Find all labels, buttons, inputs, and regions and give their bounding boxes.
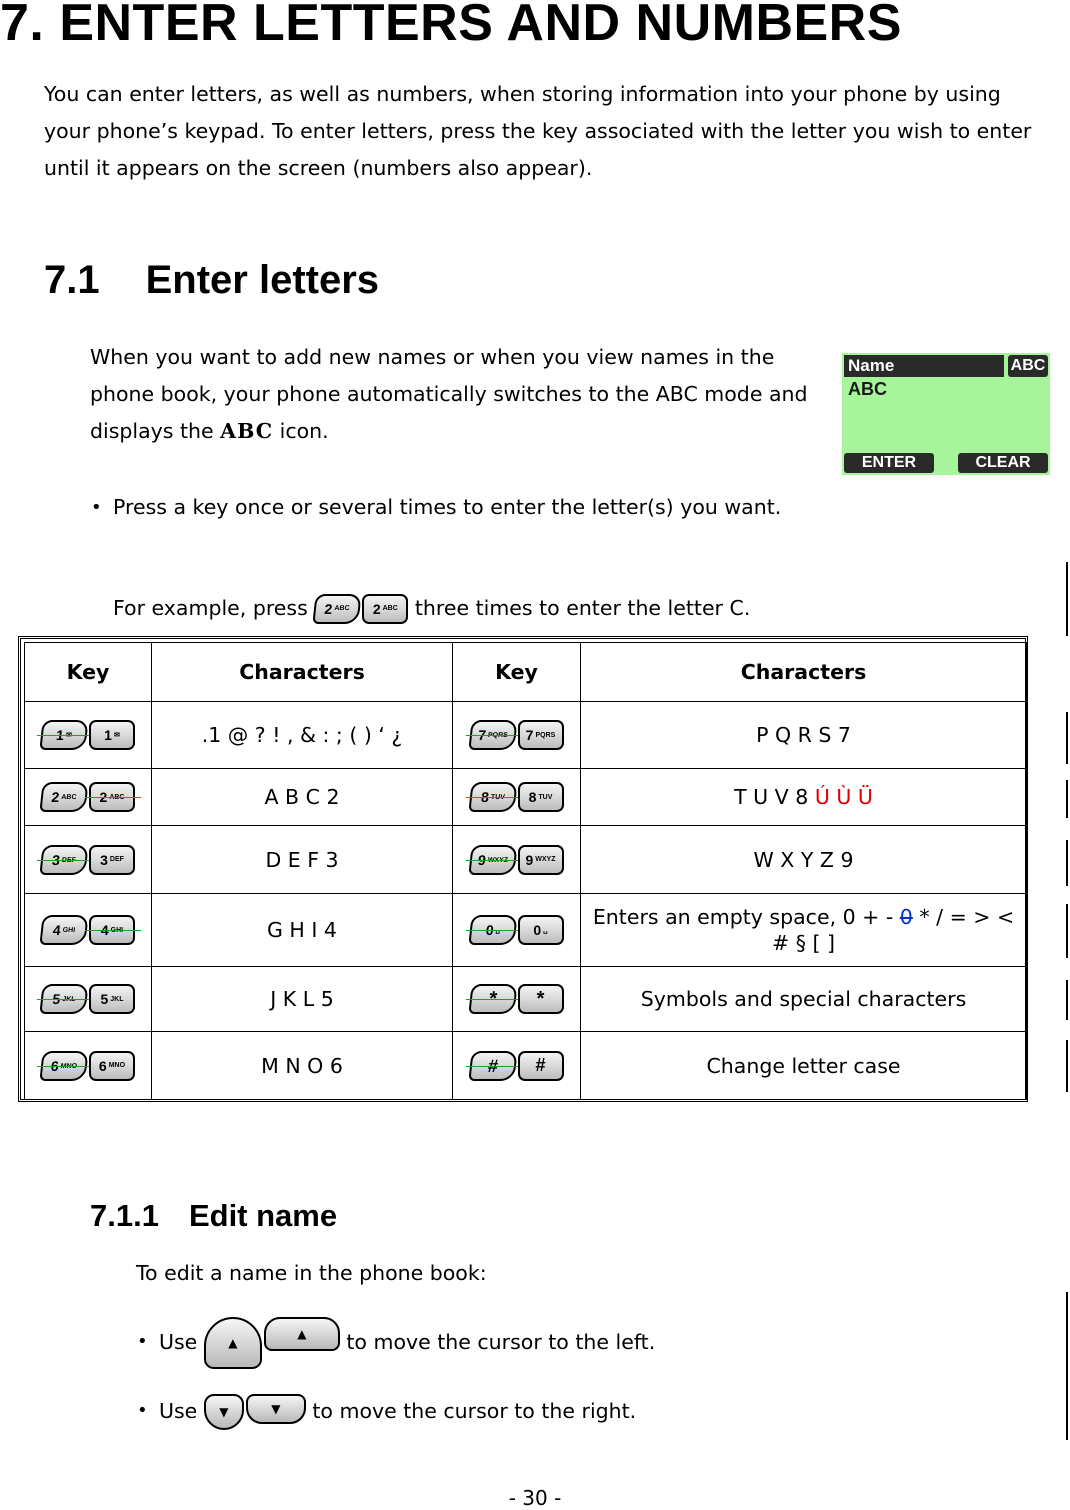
- change-bar: [1066, 562, 1068, 636]
- chars-key-hash: Change letter case: [581, 1032, 1027, 1100]
- key-0-icon: 0 ␣ 0 ␣: [453, 894, 581, 967]
- section-heading: [44, 258, 379, 303]
- key-7-icon: 7 PQRS 7 PQRS: [453, 702, 581, 769]
- key-9-icon: 9 WXYZ 9 WXYZ: [453, 826, 581, 894]
- chars-key-6: M N O 6: [152, 1032, 453, 1100]
- accented-characters: Ú Ù Ü: [814, 785, 873, 809]
- chars-key-star: Symbols and special characters: [581, 967, 1027, 1032]
- section-number: 7.1: [44, 258, 100, 302]
- down-arrow-key-icon: ▼ ▼: [204, 1394, 306, 1430]
- chars-key-5: J K L 5: [152, 967, 453, 1032]
- edit-name-intro: To edit a name in the phone book:: [136, 1261, 487, 1285]
- chars-key-3: D E F 3: [152, 826, 453, 894]
- change-bar: [1066, 780, 1068, 818]
- screen-title-bar: Name: [844, 355, 1004, 377]
- change-bar: [1066, 1040, 1068, 1092]
- header-key: Key: [25, 643, 152, 702]
- chars-key-9: W X Y Z 9: [581, 826, 1027, 894]
- key-8-icon: 8 TUV 8 TUV: [453, 769, 581, 826]
- up-arrow-key-icon: ▲ ▲: [204, 1317, 340, 1369]
- key-2-icon: 2 ABC 2 ABC: [25, 769, 152, 826]
- change-bar: [1066, 840, 1068, 886]
- key-4-icon: 4 GHI 4 GHI: [25, 894, 152, 967]
- key-characters-table: [18, 636, 1028, 1102]
- chars-key-8: T U V 8 Ú Ù Ü: [581, 769, 1027, 826]
- table-header-row: [25, 643, 1027, 702]
- bullet-move-right: • Use ▼ ▼ to move the cursor to the right.: [159, 1384, 636, 1438]
- abc-mode-icon: ABC: [220, 419, 274, 443]
- section-title: Enter letters: [145, 258, 380, 302]
- subsection-number: 7.1.1: [90, 1198, 159, 1233]
- header-characters-2: Characters: [581, 643, 1027, 702]
- chars-key-2: A B C 2: [152, 769, 453, 826]
- key-5-icon: 5 JKL 5 JKL: [25, 967, 152, 1032]
- table-row: [25, 769, 1027, 826]
- table-row: [25, 894, 1027, 967]
- screen-entry-text: ABC: [848, 379, 887, 399]
- key-1-icon: 1 ✉ 1 ✉: [25, 702, 152, 769]
- subsection-heading: [90, 1198, 337, 1234]
- chars-key-0: Enters an empty space, 0 + - 0 * / = > < # § [ ]: [581, 894, 1027, 967]
- screen-mode-indicator: ABC: [1008, 355, 1048, 377]
- bullet-press-key: • Press a key once or several times to enter the letter(s) you want.: [113, 489, 813, 526]
- bullet-move-left: • Use ▲ ▲ to move the cursor to the left.: [159, 1300, 655, 1384]
- abc-mode-paragraph: When you want to add new names or when you view names in the phone book, your phone automatically switches to the ABC mode and displays the ABC icon.: [90, 345, 808, 443]
- page-heading: 7. ENTER LETTERS AND NUMBERS: [0, 0, 902, 52]
- change-bar: [1066, 904, 1068, 958]
- table-row: [25, 826, 1027, 894]
- change-bar: [1066, 980, 1068, 1020]
- header-key-2: Key: [453, 643, 581, 702]
- key-star-icon: * *: [453, 967, 581, 1032]
- clear-softkey: CLEAR: [958, 453, 1048, 473]
- chars-key-7: P Q R S 7: [581, 702, 1027, 769]
- phone-screen-image: [842, 353, 1050, 475]
- header-characters: Characters: [152, 643, 453, 702]
- key-2-icon: 2 ABC 2 ABC: [314, 594, 408, 624]
- key-6-icon: 6 MNO 6 MNO: [25, 1032, 152, 1100]
- intro-paragraph: You can enter letters, as well as numbers, when storing information into your phone by using your phone’s keypad. To enter letters, press the key associated with the letter you wish to enter until it appears on the screen (numbers also appear).: [44, 82, 1032, 180]
- table-row: [25, 702, 1027, 769]
- enter-softkey: ENTER: [844, 453, 934, 473]
- key-3-icon: 3 DEF 3 DEF: [25, 826, 152, 894]
- page-number: - 30 -: [508, 1486, 562, 1510]
- change-bar: [1066, 712, 1068, 764]
- example-line: For example, press 2 ABC 2 ABC three times to enter the letter C.: [113, 578, 913, 638]
- table-row: [25, 967, 1027, 1032]
- key-hash-icon: # #: [453, 1032, 581, 1100]
- subsection-title: Edit name: [188, 1198, 338, 1233]
- chars-key-4: G H I 4: [152, 894, 453, 967]
- chars-key-1: .1 @ ? ! , & : ; ( ) ‘ ¿: [152, 702, 453, 769]
- table-row: [25, 1032, 1027, 1100]
- change-bar: [1066, 1292, 1068, 1440]
